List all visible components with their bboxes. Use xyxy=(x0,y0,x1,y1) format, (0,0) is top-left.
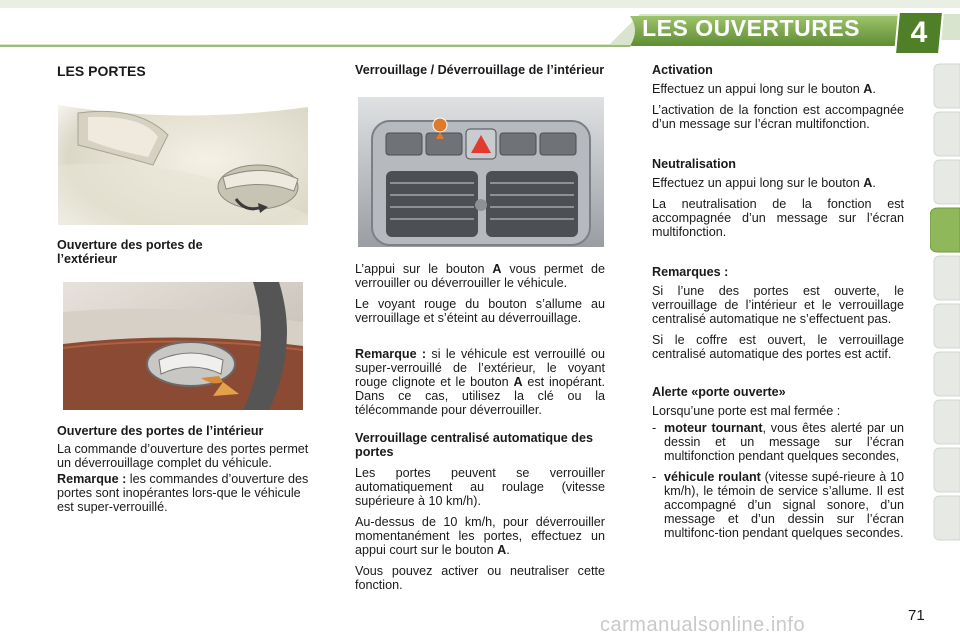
interior-remark-label: Remarque : xyxy=(57,472,127,486)
middle-remark xyxy=(355,347,605,417)
exterior-door-handle-photo xyxy=(58,95,308,225)
neutralisation-text-b: . xyxy=(872,176,876,190)
bullet-dash: - xyxy=(652,470,657,484)
middle-text xyxy=(355,262,605,599)
middle-title: Verrouillage / Déverrouillage de l’intérieur xyxy=(355,63,605,77)
button-a-ref: A xyxy=(513,375,523,389)
neutralisation-note: La neutralisation de la fonction est accompagnée d’un message sur l’écran multifonction. xyxy=(652,197,904,239)
button-a-ref: A xyxy=(863,176,873,190)
neutralisation-text-a: Effectuez un appui long sur le bouton xyxy=(652,176,864,190)
neutralisation-title: Neutralisation xyxy=(652,157,736,171)
chapter-tabs xyxy=(930,62,960,622)
middle-p4-b: . xyxy=(506,543,510,557)
bullet-dash: - xyxy=(652,421,657,435)
button-a-ref: A xyxy=(497,543,507,557)
interior-block xyxy=(57,424,309,521)
chapter-title: LES OUVERTURES xyxy=(642,15,860,41)
interior-text: La commande d’ouverture des portes permet un déverrouillage complet du véhicule. xyxy=(57,442,309,470)
bullet2-rest: (vitesse supé-rieure à 10 km/h), le témoin de service s’allume. Il est accompagné d’un signal sonore, d’un message et d’un dessin sur l’écran multifonc-tion pendant quelques secondes. xyxy=(664,470,904,540)
activation-note: L’activation de la fonction est accompagnée d’un message sur l’écran multifonction. xyxy=(652,103,904,131)
interior-door-handle-photo xyxy=(63,282,303,410)
activation-text xyxy=(652,82,904,96)
interior-caption-text: Ouverture des portes de l’intérieur xyxy=(57,424,264,438)
middle-p1-a: L’appui sur le bouton xyxy=(355,262,493,276)
activation-text-b: . xyxy=(872,82,876,96)
middle-remark-label: Remarque : xyxy=(355,347,427,361)
middle-remark-b: est inopérant. Dans ce cas, utilisez la clé ou la télécommande pour déverrouiller. xyxy=(355,375,606,417)
remarks-p1: Si l’une des portes est ouverte, le verrouillage de l’intérieur et le verrouillage centralisé automatique ne s’effectuent pas. xyxy=(652,284,904,326)
interior-remark-text: les commandes d’ouverture des portes sont inopérantes lors-que le véhicule est super-verrouillé. xyxy=(57,472,309,514)
right-column xyxy=(652,63,904,547)
neutralisation-text xyxy=(652,176,904,190)
middle-subtitle: Verrouillage centralisé automatique des portes xyxy=(355,431,593,459)
alert-title: Alerte «porte ouverte» xyxy=(652,385,786,399)
alert-bullet-engine xyxy=(652,421,904,463)
exterior-caption-text: Ouverture des portes de l’extérieur xyxy=(57,238,203,266)
middle-remark-a: si le véhicule est verrouillé ou super-verrouillé de l’extérieur, le voyant rouge clignote et le bouton xyxy=(355,347,605,389)
button-a-ref: A xyxy=(492,262,502,276)
remarks-title: Remarques : xyxy=(652,265,729,279)
bullet2-bold: véhicule roulant xyxy=(664,470,761,484)
activation-text-a: Effectuez un appui long sur le bouton xyxy=(652,82,864,96)
bullet1-bold: moteur tournant xyxy=(664,421,763,435)
middle-p4-a: Au-dessus de 10 km/h, pour déverrouiller momentanément les portes, effectuez un appui court sur le bouton xyxy=(355,515,605,557)
alert-intro: Lorsqu’une porte est mal fermée : xyxy=(652,404,841,418)
page-number: 71 xyxy=(908,607,925,624)
remarks-p2: Si le coffre est ouvert, le verrouillage centralisé automatique des portes est actif. xyxy=(652,333,904,361)
middle-p1 xyxy=(355,262,605,290)
alert-bullet-driving xyxy=(652,470,904,540)
dashboard-lock-button-photo xyxy=(358,97,604,247)
bullet1-rest: , vous êtes alerté par un dessin et un message sur l’écran multifonction pendant quelques secondes, xyxy=(664,421,904,463)
interior-remark xyxy=(57,472,309,514)
middle-p2: Le voyant rouge du bouton s’allume au verrouillage et s’éteint au déverrouillage. xyxy=(355,297,605,325)
chapter-number: 4 xyxy=(910,16,928,49)
middle-p5: Vous pouvez activer ou neutraliser cette fonction. xyxy=(355,564,605,592)
exterior-caption xyxy=(57,238,257,273)
middle-p4 xyxy=(355,515,605,557)
middle-p3: Les portes peuvent se verrouiller automatiquement au roulage (vitesse supérieure à 10 km/h). xyxy=(355,466,605,508)
button-a-ref: A xyxy=(863,82,873,96)
section-title: LES PORTES xyxy=(57,63,146,79)
middle-p1-b: vous permet de verrouiller ou déverrouiller le véhicule. xyxy=(355,262,605,290)
watermark: carmanualsonline.info xyxy=(600,614,806,636)
activation-title: Activation xyxy=(652,63,713,77)
middle-title-block xyxy=(355,63,605,84)
